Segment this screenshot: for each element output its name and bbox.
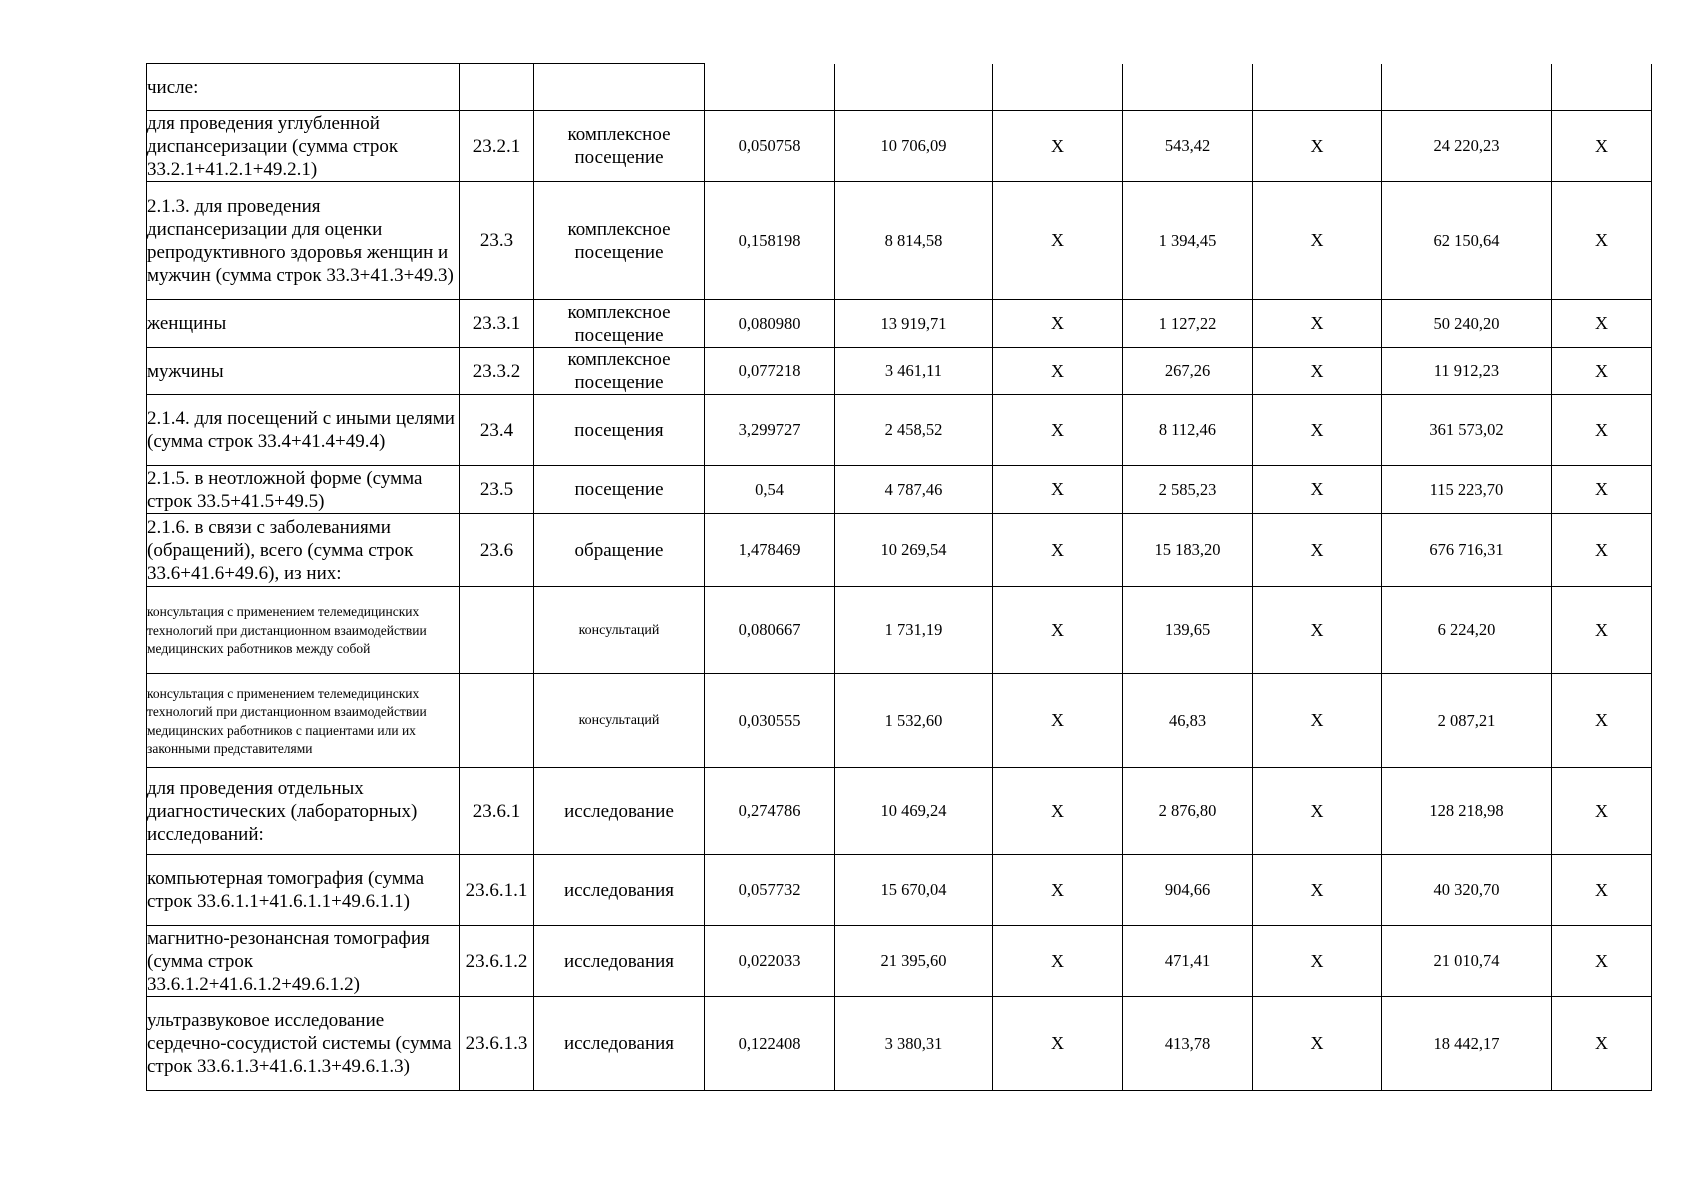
row-value-2: 4 787,46 bbox=[835, 466, 993, 514]
row-value-2: 13 919,71 bbox=[835, 300, 993, 348]
row-value-7: Х bbox=[1552, 111, 1652, 182]
row-value-1: 0,274786 bbox=[705, 768, 835, 855]
row-code: 23.6 bbox=[460, 514, 534, 587]
row-value-1: 0,080980 bbox=[705, 300, 835, 348]
row-value-3: Х bbox=[993, 395, 1123, 466]
row-name: 2.1.6. в связи с заболеваниями (обращений), всего (сумма строк 33.6+41.6+49.6), из них: bbox=[147, 514, 460, 587]
row-value-4: 2 585,23 bbox=[1123, 466, 1253, 514]
row-value-5: Х bbox=[1253, 111, 1382, 182]
table-row bbox=[147, 300, 1652, 348]
row-value-6: 2 087,21 bbox=[1382, 674, 1552, 768]
row-name: 2.1.3. для проведения диспансеризации для оценки репродуктивного здоровья женщин и мужчин (сумма строк 33.3+41.3+49.3) bbox=[147, 182, 460, 300]
table-row bbox=[147, 395, 1652, 466]
row-value-7: Х bbox=[1552, 395, 1652, 466]
row-value-2: 3 461,11 bbox=[835, 348, 993, 395]
row-code bbox=[460, 64, 534, 111]
row-value-1: 1,478469 bbox=[705, 514, 835, 587]
row-value-7: Х bbox=[1552, 768, 1652, 855]
table-row bbox=[147, 926, 1652, 997]
row-value-3: Х bbox=[993, 111, 1123, 182]
row-unit: комплексное посещение bbox=[534, 111, 705, 182]
table-row bbox=[147, 348, 1652, 395]
row-unit: консультаций bbox=[534, 587, 705, 674]
row-name: мужчины bbox=[147, 348, 460, 395]
row-value-4: 46,83 bbox=[1123, 674, 1253, 768]
row-value-3: Х bbox=[993, 926, 1123, 997]
row-value-3: Х bbox=[993, 300, 1123, 348]
row-code: 23.3 bbox=[460, 182, 534, 300]
row-name: для проведения отдельных диагностических (лабораторных) исследований: bbox=[147, 768, 460, 855]
row-value-6: 21 010,74 bbox=[1382, 926, 1552, 997]
row-unit: исследования bbox=[534, 997, 705, 1091]
row-value-5: Х bbox=[1253, 514, 1382, 587]
row-name: женщины bbox=[147, 300, 460, 348]
row-unit: исследования bbox=[534, 926, 705, 997]
row-value-3: Х bbox=[993, 674, 1123, 768]
row-code: 23.6.1.2 bbox=[460, 926, 534, 997]
row-value-1: 0,057732 bbox=[705, 855, 835, 926]
row-value-5: Х bbox=[1253, 395, 1382, 466]
row-value-6: 18 442,17 bbox=[1382, 997, 1552, 1091]
row-unit: исследование bbox=[534, 768, 705, 855]
row-value-2 bbox=[835, 64, 993, 111]
table-body bbox=[147, 64, 1652, 1091]
row-value-7: Х bbox=[1552, 348, 1652, 395]
row-unit: комплексное посещение bbox=[534, 348, 705, 395]
row-code: 23.5 bbox=[460, 466, 534, 514]
row-value-3 bbox=[993, 64, 1123, 111]
row-value-4: 413,78 bbox=[1123, 997, 1253, 1091]
row-value-1: 3,299727 bbox=[705, 395, 835, 466]
table-row bbox=[147, 182, 1652, 300]
tariff-table bbox=[146, 63, 1652, 1091]
row-code bbox=[460, 674, 534, 768]
row-name: консультация с применением телемедицинских технологий при дистанционном взаимодействии медицинских работников между собой bbox=[147, 587, 460, 674]
row-name: консультация с применением телемедицинских технологий при дистанционном взаимодействии медицинских работников с пациентами или их законными представителями bbox=[147, 674, 460, 768]
row-value-5: Х bbox=[1253, 674, 1382, 768]
row-value-1: 0,077218 bbox=[705, 348, 835, 395]
row-value-2: 1 731,19 bbox=[835, 587, 993, 674]
row-value-3: Х bbox=[993, 466, 1123, 514]
row-value-7: Х bbox=[1552, 466, 1652, 514]
row-value-2: 10 269,54 bbox=[835, 514, 993, 587]
row-unit: комплексное посещение bbox=[534, 182, 705, 300]
row-value-2: 10 469,24 bbox=[835, 768, 993, 855]
row-value-2: 2 458,52 bbox=[835, 395, 993, 466]
row-unit bbox=[534, 64, 705, 111]
table-row bbox=[147, 514, 1652, 587]
row-value-7: Х bbox=[1552, 674, 1652, 768]
row-value-6 bbox=[1382, 64, 1552, 111]
table-row bbox=[147, 855, 1652, 926]
row-value-6: 40 320,70 bbox=[1382, 855, 1552, 926]
row-code: 23.4 bbox=[460, 395, 534, 466]
table-row bbox=[147, 64, 1652, 111]
table-row bbox=[147, 466, 1652, 514]
row-value-3: Х bbox=[993, 587, 1123, 674]
row-unit: консультаций bbox=[534, 674, 705, 768]
row-value-3: Х bbox=[993, 348, 1123, 395]
row-value-7: Х bbox=[1552, 926, 1652, 997]
row-value-1: 0,050758 bbox=[705, 111, 835, 182]
row-value-2: 1 532,60 bbox=[835, 674, 993, 768]
row-name: 2.1.5. в неотложной форме (сумма строк 33.5+41.5+49.5) bbox=[147, 466, 460, 514]
row-value-7 bbox=[1552, 64, 1652, 111]
row-value-7: Х bbox=[1552, 300, 1652, 348]
table-row bbox=[147, 997, 1652, 1091]
row-value-5: Х bbox=[1253, 348, 1382, 395]
row-code: 23.3.2 bbox=[460, 348, 534, 395]
row-value-4: 267,26 bbox=[1123, 348, 1253, 395]
row-value-1: 0,54 bbox=[705, 466, 835, 514]
row-value-7: Х bbox=[1552, 514, 1652, 587]
row-value-2: 15 670,04 bbox=[835, 855, 993, 926]
row-value-4 bbox=[1123, 64, 1253, 111]
table-row bbox=[147, 587, 1652, 674]
row-value-6: 24 220,23 bbox=[1382, 111, 1552, 182]
row-code bbox=[460, 587, 534, 674]
row-value-7: Х bbox=[1552, 997, 1652, 1091]
row-value-6: 50 240,20 bbox=[1382, 300, 1552, 348]
row-value-6: 361 573,02 bbox=[1382, 395, 1552, 466]
row-code: 23.2.1 bbox=[460, 111, 534, 182]
row-value-4: 15 183,20 bbox=[1123, 514, 1253, 587]
row-value-5 bbox=[1253, 64, 1382, 111]
row-unit: исследования bbox=[534, 855, 705, 926]
row-value-1: 0,158198 bbox=[705, 182, 835, 300]
row-value-3: Х bbox=[993, 768, 1123, 855]
row-value-4: 543,42 bbox=[1123, 111, 1253, 182]
table-row bbox=[147, 111, 1652, 182]
row-value-5: Х bbox=[1253, 300, 1382, 348]
row-value-1: 0,080667 bbox=[705, 587, 835, 674]
row-name: для проведения углубленной диспансеризации (сумма строк 33.2.1+41.2.1+49.2.1) bbox=[147, 111, 460, 182]
row-unit: обращение bbox=[534, 514, 705, 587]
row-value-6: 11 912,23 bbox=[1382, 348, 1552, 395]
row-value-7: Х bbox=[1552, 182, 1652, 300]
row-value-6: 62 150,64 bbox=[1382, 182, 1552, 300]
row-value-2: 10 706,09 bbox=[835, 111, 993, 182]
row-value-5: Х bbox=[1253, 855, 1382, 926]
row-name: ультразвуковое исследование сердечно-сосудистой системы (сумма строк 33.6.1.3+41.6.1.3+49.6.1.3) bbox=[147, 997, 460, 1091]
row-code: 23.6.1 bbox=[460, 768, 534, 855]
row-value-4: 139,65 bbox=[1123, 587, 1253, 674]
row-value-5: Х bbox=[1253, 997, 1382, 1091]
row-value-3: Х bbox=[993, 997, 1123, 1091]
row-value-5: Х bbox=[1253, 587, 1382, 674]
row-value-1: 0,022033 bbox=[705, 926, 835, 997]
table-row bbox=[147, 768, 1652, 855]
row-value-5: Х bbox=[1253, 768, 1382, 855]
row-value-1 bbox=[705, 64, 835, 111]
row-value-5: Х bbox=[1253, 926, 1382, 997]
table-row bbox=[147, 674, 1652, 768]
row-value-6: 115 223,70 bbox=[1382, 466, 1552, 514]
row-value-3: Х bbox=[993, 182, 1123, 300]
row-value-4: 1 127,22 bbox=[1123, 300, 1253, 348]
row-value-4: 8 112,46 bbox=[1123, 395, 1253, 466]
row-code: 23.6.1.1 bbox=[460, 855, 534, 926]
row-value-2: 21 395,60 bbox=[835, 926, 993, 997]
row-name: компьютерная томография (сумма строк 33.6.1.1+41.6.1.1+49.6.1.1) bbox=[147, 855, 460, 926]
row-value-7: Х bbox=[1552, 587, 1652, 674]
row-value-2: 8 814,58 bbox=[835, 182, 993, 300]
row-code: 23.6.1.3 bbox=[460, 997, 534, 1091]
row-name: числе: bbox=[147, 64, 460, 111]
row-value-6: 6 224,20 bbox=[1382, 587, 1552, 674]
row-name: магнитно-резонансная томография (сумма строк 33.6.1.2+41.6.1.2+49.6.1.2) bbox=[147, 926, 460, 997]
row-unit: посещение bbox=[534, 466, 705, 514]
row-unit: посещения bbox=[534, 395, 705, 466]
row-value-4: 471,41 bbox=[1123, 926, 1253, 997]
row-value-3: Х bbox=[993, 514, 1123, 587]
row-value-3: Х bbox=[993, 855, 1123, 926]
row-value-6: 676 716,31 bbox=[1382, 514, 1552, 587]
row-value-4: 1 394,45 bbox=[1123, 182, 1253, 300]
row-value-7: Х bbox=[1552, 855, 1652, 926]
row-code: 23.3.1 bbox=[460, 300, 534, 348]
row-value-1: 0,030555 bbox=[705, 674, 835, 768]
row-value-4: 904,66 bbox=[1123, 855, 1253, 926]
row-unit: комплексное посещение bbox=[534, 300, 705, 348]
row-value-4: 2 876,80 bbox=[1123, 768, 1253, 855]
row-value-2: 3 380,31 bbox=[835, 997, 993, 1091]
row-value-1: 0,122408 bbox=[705, 997, 835, 1091]
row-value-6: 128 218,98 bbox=[1382, 768, 1552, 855]
row-value-5: Х bbox=[1253, 466, 1382, 514]
row-name: 2.1.4. для посещений с иными целями (сумма строк 33.4+41.4+49.4) bbox=[147, 395, 460, 466]
row-value-5: Х bbox=[1253, 182, 1382, 300]
